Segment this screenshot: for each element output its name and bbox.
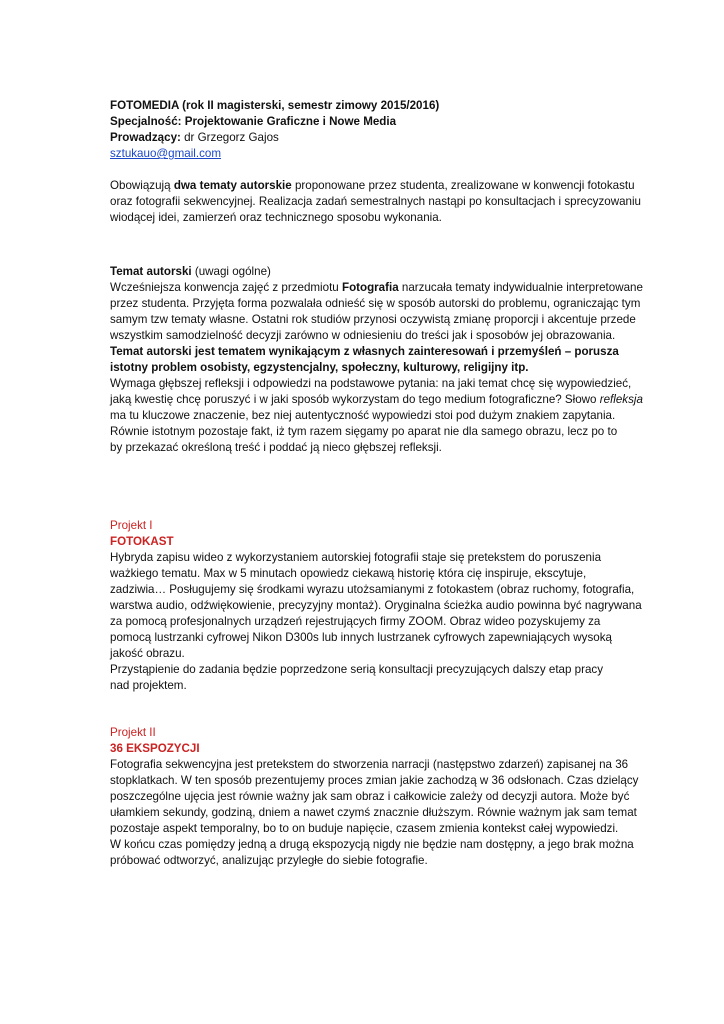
project-2-section	[110, 725, 639, 869]
topic-text: jaką kwestię chcę poruszyć i w jaki sposób wykorzystam do tego medium fotograficzne? Słowo	[110, 393, 600, 406]
topic-heading-note: (uwagi ogólne)	[191, 265, 271, 278]
topic-emphasis-line: Temat autorski jest tematem wynikającym z własnych zainteresowań i przemyśleń – porusza	[110, 345, 619, 358]
topic-line: Równie istotnym pozostaje fakt, iż tym razem sięgamy po aparat nie dla samego obrazu, lecz po to	[110, 425, 618, 438]
lecturer-label: Prowadzący:	[110, 131, 181, 144]
project-1-title: FOTOKAST	[110, 535, 174, 548]
specialty-line: Specjalność: Projektowanie Graficzne i Nowe Media	[110, 115, 397, 128]
project-1-line: warstwa audio, odźwiękowienie, precyzyjny montaż). Oryginalna ścieżka audio powinna być nagrywana	[110, 599, 642, 612]
topic-line: przez studenta. Przyjęta forma pozwalała odnieść się w sposób autorski do problemu, ograniczając tym	[110, 297, 641, 310]
topic-text: Wcześniejsza konwencja zajęć z przedmiotu	[110, 281, 342, 294]
topic-section	[110, 264, 643, 456]
project-2-line: pozostaje aspekt temporalny, bo to on buduje napięcie, czasem zmienia kontekst całej wypowiedzi.	[110, 822, 619, 835]
project-2-line: Fotografia sekwencyjna jest pretekstem do stworzenia narracji (następstwo zdarzeń) zapisanej na 36	[110, 758, 629, 771]
topic-heading: Temat autorski	[110, 265, 192, 278]
project-1-line: Hybryda zapisu wideo z wykorzystaniem autorskiej fotografii staje się pretekstem do poruszenia	[110, 551, 602, 564]
document-title: FOTOMEDIA (rok II magisterski, semestr zimowy 2015/2016)	[110, 99, 440, 112]
intro-emphasis: dwa tematy autorskie	[173, 179, 292, 192]
email-link[interactable]: sztukauo@gmail.com	[110, 147, 222, 160]
intro-text: proponowane przez studenta, zrealizowane w konwencji fotokastu	[291, 179, 635, 192]
topic-emphasis-line: istotny problem osobisty, egzystencjalny, społeczny, kulturowy, religijny itp.	[110, 361, 529, 374]
intro-text: Obowiązują	[110, 179, 174, 192]
intro-paragraph	[110, 178, 642, 226]
reflection-word: refleksja	[599, 393, 643, 406]
subject-name: Fotografia	[341, 281, 399, 294]
project-1-line: nad projektem.	[110, 679, 187, 692]
project-2-line: stopklatkach. W ten sposób prezentujemy proces zmian jakie zachodzą w 36 odsłonach. Czas dzielący	[110, 774, 639, 787]
project-2-line: poszczególne ujęcia jest równie ważny jak sam obraz i całkowicie zależy od decyzji autora. Może być	[110, 790, 630, 803]
project-1-section	[110, 518, 642, 694]
topic-line: by przekazać określoną treść i poddać ją nieco głębszej refleksji.	[110, 441, 442, 454]
topic-line: samym tzw tematy własne. Ostatni rok studiów przynosi oczywistą zmianę proporcji i akcentuje przede	[110, 313, 636, 326]
topic-line: ma tu kluczowe znaczenie, bez niej autentyczność wypowiedzi stoi pod dużym znakiem zapytania.	[110, 409, 616, 422]
project-2-line: próbować odtworzyć, analizując przyległe do siebie fotografie.	[110, 854, 428, 867]
topic-line: wszystkim samodzielność decyzji zarówno w odniesieniu do treści jak i sposobów jej obrazowania.	[110, 329, 616, 342]
intro-line: oraz fotografii sekwencyjnej. Realizacja zadań semestralnych nastąpi po konsultacjach i sprecyzowaniu	[110, 195, 642, 208]
project-1-label: Projekt I	[110, 519, 153, 532]
topic-text: narzucała tematy indywidualnie interpretowane	[398, 281, 643, 294]
project-1-line: za pomocą profesjonalnych urządzeń rejestrujących firmy ZOOM. Obraz wideo pozyskujemy za	[110, 615, 601, 628]
project-2-title: 36 EKSPOZYCJI	[110, 742, 200, 755]
email-line	[110, 146, 630, 162]
project-1-line: pomocą lustrzanki cyfrowej Nikon D300s lub innych lustrzanek cyfrowych zapewniających wysoką	[110, 631, 612, 644]
header-block	[110, 98, 630, 162]
topic-line: Wymaga głębszej refleksji i odpowiedzi na podstawowe pytania: na jaki temat chcę się wypowiedzieć,	[110, 377, 632, 390]
topic-heading-line	[110, 264, 630, 280]
lecturer-line	[110, 130, 630, 146]
document-page	[110, 98, 643, 869]
project-1-line: Przystąpienie do zadania będzie poprzedzone serią konsultacji precyzujących dalszy etap pracy	[110, 663, 604, 676]
project-1-line: jakość obrazu.	[110, 647, 185, 660]
project-2-line: ułamkiem sekundy, godziną, dniem a nawet czymś znacznie dłuższym. Równie ważnym jak sam temat	[110, 806, 637, 819]
project-2-label: Projekt II	[110, 726, 156, 739]
intro-line: wiodącej idei, zamierzeń oraz technicznego sposobu wykonania.	[110, 211, 442, 224]
project-2-line: W końcu czas pomiędzy jedną a drugą ekspozycją nigdy nie będzie nam dostępny, a jego brak można	[110, 838, 634, 851]
project-1-line: ważkiego tematu. Max w 5 minutach opowiedz ciekawą historię która cię inspiruje, ekscytuje,	[110, 567, 587, 580]
lecturer-name: dr Grzegorz Gajos	[180, 131, 279, 144]
project-1-line: zadziwia… Posługujemy się środkami wyrazu utożsamianymi z fotokastem (obraz ruchomy, fotografia,	[110, 583, 635, 596]
